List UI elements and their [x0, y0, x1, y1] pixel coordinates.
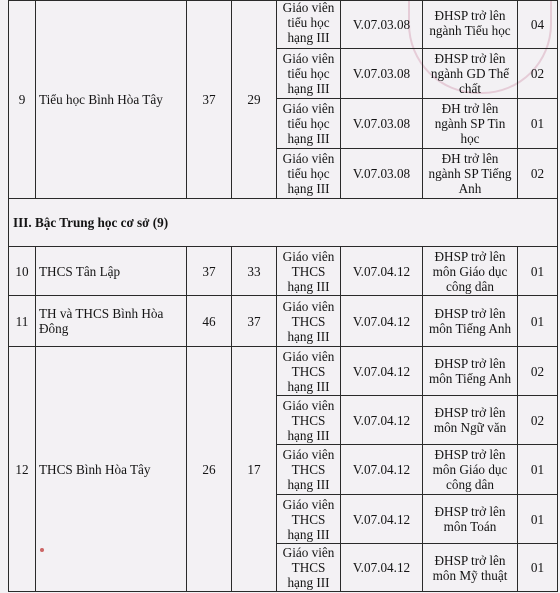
- code-cell: V.07.03.08: [341, 1, 423, 49]
- table-row: [9, 347, 558, 396]
- position-cell: Giáo viên THCS hạng III: [277, 347, 341, 396]
- position-text: Giáo viên tiểu học hạng III: [282, 0, 335, 45]
- count-cell: 01: [518, 247, 558, 296]
- number-cell: 46: [187, 296, 232, 347]
- count-cell: 01: [518, 296, 558, 347]
- requirement-cell: ĐH trở lên ngành SP Tin học: [423, 99, 518, 149]
- position-cell: Giáo viên THCS hạng III: [277, 495, 341, 544]
- position-cell: Giáo viên THCS hạng III: [277, 445, 341, 495]
- count-cell: 02: [518, 347, 558, 396]
- code-cell: V.07.04.12: [341, 544, 423, 592]
- position-cell: Giáo viên tiểu học hạng III: [277, 149, 341, 199]
- number-cell: 17: [232, 347, 277, 592]
- position-cell: Giáo viên tiểu học hạng III: [277, 49, 341, 99]
- section-row: [9, 199, 558, 247]
- requirement-cell: ĐHSP trở lên môn Tiếng Anh: [423, 296, 518, 347]
- count-cell: 04: [518, 1, 558, 49]
- section-heading: III. Bậc Trung học cơ sở (9): [9, 199, 558, 247]
- stt-cell: 10: [9, 247, 36, 296]
- count-cell: 02: [518, 149, 558, 199]
- count-cell: 02: [518, 49, 558, 99]
- number-cell: 29: [232, 1, 277, 199]
- position-cell: Giáo viên THCS hạng III: [277, 544, 341, 592]
- number-cell: 37: [232, 296, 277, 347]
- position-cell: Giáo viên THCS hạng III: [277, 396, 341, 445]
- school-name-cell: THCS Tân Lập: [36, 247, 187, 296]
- table-row: [9, 247, 558, 296]
- number-cell: 37: [187, 247, 232, 296]
- requirement-cell: ĐHSP trở lên môn Toán: [423, 495, 518, 544]
- count-cell: 01: [518, 495, 558, 544]
- stt-cell: 9: [9, 1, 36, 199]
- table-row: [9, 1, 558, 49]
- requirement-cell: ĐHSP trở lên môn Ngữ văn: [423, 396, 518, 445]
- requirement-cell: [423, 1, 518, 49]
- school-name-cell: THCS Bình Hòa Tây: [36, 347, 187, 592]
- school-name-cell: Tiểu học Bình Hòa Tây: [36, 1, 187, 199]
- code-cell: V.07.04.12: [341, 247, 423, 296]
- code-cell: V.07.03.08: [341, 99, 423, 149]
- code-cell: V.07.04.12: [341, 445, 423, 495]
- requirement-cell: ĐHSP trở lên môn Giáo dục công dân: [423, 247, 518, 296]
- code-cell: V.07.04.12: [341, 495, 423, 544]
- school-name-cell: TH và THCS Bình Hòa Đông: [36, 296, 187, 347]
- requirement-cell: ĐHSP trở lên môn Mỹ thuật: [423, 544, 518, 592]
- count-cell: 01: [518, 544, 558, 592]
- position-cell: Giáo viên THCS hạng III: [277, 247, 341, 296]
- table-row: [9, 296, 558, 347]
- recruitment-table: [8, 0, 558, 592]
- requirement-cell: ĐHSP trở lên môn Tiếng Anh: [423, 347, 518, 396]
- code-cell: V.07.04.12: [341, 296, 423, 347]
- count-cell: 02: [518, 396, 558, 445]
- code-cell: V.07.03.08: [341, 149, 423, 199]
- code-cell: V.07.04.12: [341, 347, 423, 396]
- requirement-cell: ĐHSP trở lên môn Giáo dục công dân: [423, 445, 518, 495]
- position-cell: [277, 1, 341, 49]
- number-cell: 26: [187, 347, 232, 592]
- count-cell: 01: [518, 99, 558, 149]
- number-cell: 33: [232, 247, 277, 296]
- stt-cell: 11: [9, 296, 36, 347]
- position-cell: Giáo viên THCS hạng III: [277, 296, 341, 347]
- requirement-cell: ĐHSP trở lên ngành GD Thể chất: [423, 49, 518, 99]
- position-cell: Giáo viên tiểu học hạng III: [277, 99, 341, 149]
- requirement-cell: ĐH trở lên ngành SP Tiếng Anh: [423, 149, 518, 199]
- number-cell: 37: [187, 1, 232, 199]
- code-cell: V.07.03.08: [341, 49, 423, 99]
- code-cell: V.07.04.12: [341, 396, 423, 445]
- requirement-text: ĐHSP trở lên ngành Tiểu học: [429, 7, 511, 38]
- count-cell: 01: [518, 445, 558, 495]
- stt-cell: 12: [9, 347, 36, 592]
